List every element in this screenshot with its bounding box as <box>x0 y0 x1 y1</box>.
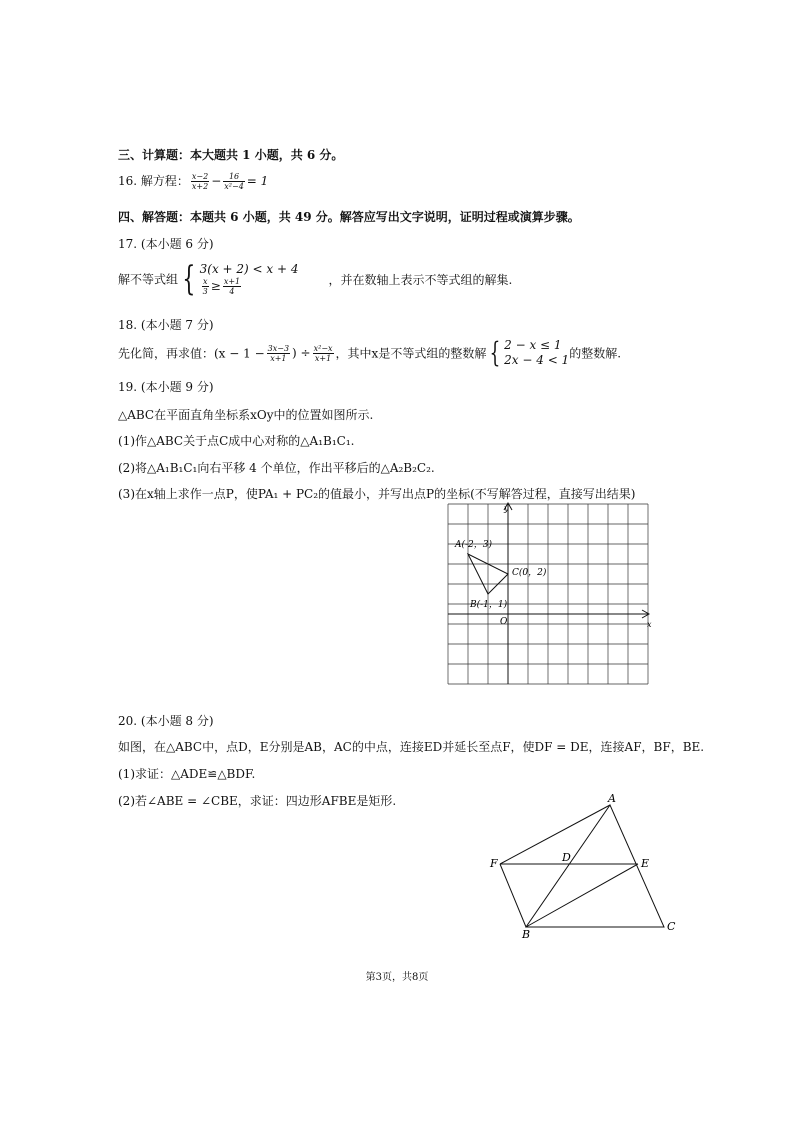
q20-line1: 如图，在△ABC中，点D，E分别是AB，AC的中点，连接ED并延长至点F，使DF = DE，连接AF，BF，BE. <box>118 740 705 754</box>
vertex-f-label: F <box>490 857 498 870</box>
q20-part1: (1)求证：△ADE≌△BDF. <box>118 767 256 781</box>
question-16: 16. 解方程： $\frac{x-2}{x+2}$ − $\frac{16}{\text{x²−4}}$ = 1 <box>118 172 269 191</box>
q19-part3: (3)在x轴上求作一点P，使PA₁ + PC₂的值最小，并写出点P的坐标(不写解答过程，直接写出结果) <box>118 487 636 501</box>
vertex-b-label: B <box>522 928 531 940</box>
q16-fraction-1: $\frac{x-2}{x+2}$ <box>191 172 209 191</box>
segment-af <box>500 805 610 864</box>
brace-icon: { <box>489 336 501 369</box>
segment-be <box>526 864 638 927</box>
geometry-figure <box>480 790 690 940</box>
section3-header: 三、计算题：本大题共 1 小题，共 6 分。 <box>118 148 344 162</box>
section4-header: 四、解答题：本题共 6 小题，共 49 分。解答应写出文字说明，证明过程或演算步骤。 <box>118 210 580 224</box>
x-axis-label: x <box>647 620 652 629</box>
brace-icon: { <box>182 259 196 299</box>
q17-inequality-system: 3(x + 2) < x + 4 $\frac{x}{3}$ ≥ $\frac{x+1}{4}$ <box>199 262 299 296</box>
question-17: 解不等式组 { 3(x + 2) < x + 4 $\frac{x}{3}$ ≥ $\frac{x+1}{4}$ ，并在数轴上表示不等式组的解集. <box>118 259 513 299</box>
vertex-a-label: A <box>608 792 616 805</box>
y-axis-label: y <box>504 504 509 513</box>
q19-title: 19. (本小题 9 分) <box>118 380 214 394</box>
q19-part2: (2)将△A₁B₁C₁向右平移 4 个单位，作出平移后的△A₂B₂C₂. <box>118 461 435 475</box>
q18-title: 18. (本小题 7 分) <box>118 318 214 332</box>
point-c-label: C(0，2) <box>512 568 547 578</box>
q16-fraction-2: $\frac{16}{\text{x²−4}}$ <box>224 172 244 191</box>
point-a-label: A(-2，3) <box>455 540 493 550</box>
coordinate-grid-figure <box>446 500 662 688</box>
point-b-label: B(-1，1) <box>470 600 508 610</box>
vertex-c-label: C <box>667 920 676 933</box>
question-18: 先化简，再求值：(x − 1 − $\frac{3x-3}{x+1}$ ) ÷ $\frac{\text{x²−x}}{x+1}$ ，其中x是不等式组的整数解 { 2 − x ≤ 1 2x − 4 < 1 的整数解. <box>118 336 622 369</box>
q20-title: 20. (本小题 8 分) <box>118 714 214 728</box>
grid-lines <box>448 504 648 684</box>
q19-line1: △ABC在平面直角坐标系xOy中的位置如图所示. <box>118 408 374 422</box>
page-footer: 第3页，共8页 <box>365 972 429 983</box>
vertex-e-label: E <box>641 857 650 870</box>
q18-inequality-system: 2 − x ≤ 1 2x − 4 < 1 <box>504 338 570 367</box>
segment-bf <box>500 864 526 927</box>
q16-label: 16. 解方程： <box>118 174 189 188</box>
vertex-d-label: D <box>562 851 571 864</box>
q17-title: 17. (本小题 6 分) <box>118 237 214 251</box>
q19-part1: (1)作△ABC关于点C成中心对称的△A₁B₁C₁. <box>118 434 355 448</box>
q20-part2: (2)若∠ABE = ∠CBE，求证：四边形AFBE是矩形. <box>118 794 397 808</box>
origin-label: O <box>500 617 508 627</box>
